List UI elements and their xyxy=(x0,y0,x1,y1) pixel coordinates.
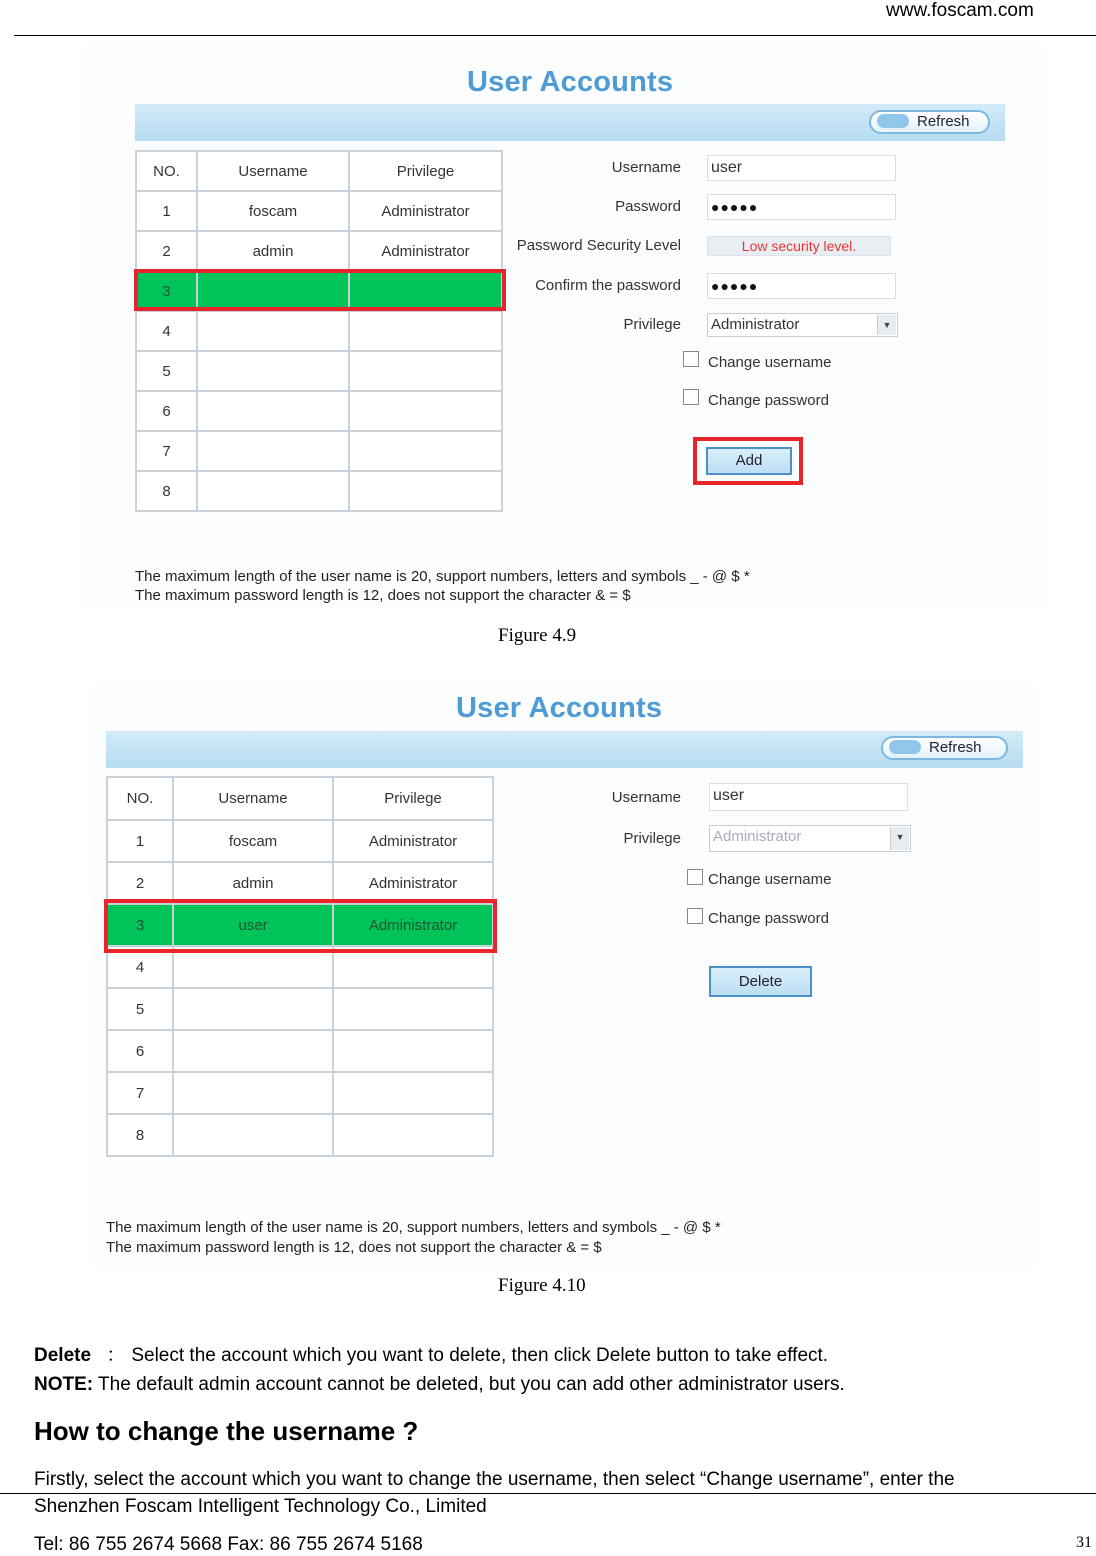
header-divider xyxy=(14,35,1096,36)
row-no: 2 xyxy=(107,862,173,904)
delete-separator: ： xyxy=(106,1345,126,1366)
footer-contact: Tel: 86 755 2674 5668 Fax: 86 755 2674 5168 xyxy=(34,1534,423,1555)
refresh-label: Refresh xyxy=(917,113,970,130)
page-title: User Accounts xyxy=(467,66,674,98)
privilege-select-value: Administrator xyxy=(713,828,802,845)
change-password-label: Change password xyxy=(708,910,829,927)
row-no: 2 xyxy=(136,231,197,271)
row-no: 7 xyxy=(107,1072,173,1114)
column-header-username: Username xyxy=(173,777,333,820)
column-header-privilege: Privilege xyxy=(349,151,502,191)
row-no: 3 xyxy=(136,271,197,311)
column-header-privilege: Privilege xyxy=(333,777,493,820)
privilege-select[interactable] xyxy=(709,825,911,852)
row-username xyxy=(173,1114,333,1156)
row-privilege xyxy=(349,311,502,351)
row-privilege: Administrator xyxy=(349,191,502,231)
change-password-checkbox[interactable] xyxy=(683,389,699,405)
row-username: user xyxy=(173,904,333,946)
page-title: User Accounts xyxy=(456,692,663,724)
chevron-down-icon: ▼ xyxy=(890,827,909,850)
user-table xyxy=(106,776,494,1157)
row-privilege: Administrator xyxy=(333,820,493,862)
row-no: 5 xyxy=(107,988,173,1030)
selection-highlight xyxy=(134,269,506,311)
table-row[interactable] xyxy=(136,471,502,511)
row-privilege xyxy=(349,351,502,391)
privilege-select-value: Administrator xyxy=(711,316,800,333)
change-username-checkbox[interactable] xyxy=(683,351,699,367)
column-header-no: NO. xyxy=(107,777,173,820)
row-username: foscam xyxy=(197,191,349,231)
confirm-password-input[interactable]: ●●●●● xyxy=(707,273,896,299)
footer-company: Shenzhen Foscam Intelligent Technology Co., Limited xyxy=(34,1496,487,1517)
table-row[interactable] xyxy=(136,391,502,431)
change-password-label: Change password xyxy=(708,392,829,409)
selection-highlight xyxy=(104,899,497,953)
row-privilege xyxy=(333,1072,493,1114)
change-username-label: Change username xyxy=(708,871,832,888)
table-row[interactable] xyxy=(136,191,502,231)
figure-4-10 xyxy=(92,686,1036,1266)
table-row[interactable] xyxy=(136,431,502,471)
row-username xyxy=(173,1072,333,1114)
row-no: 1 xyxy=(107,820,173,862)
refresh-icon xyxy=(889,740,921,754)
row-no: 3 xyxy=(107,904,173,946)
table-row[interactable] xyxy=(136,231,502,271)
row-no: 6 xyxy=(136,391,197,431)
column-header-username: Username xyxy=(197,151,349,191)
row-privilege: Administrator xyxy=(333,904,493,946)
privilege-select[interactable] xyxy=(707,313,898,337)
refresh-label: Refresh xyxy=(929,739,982,756)
row-no: 6 xyxy=(107,1030,173,1072)
page-number: 31 xyxy=(1076,1534,1092,1551)
toolbar xyxy=(135,104,1005,141)
delete-text: Select the account which you want to delete, then click Delete button to take effect. xyxy=(131,1345,829,1366)
row-privilege xyxy=(349,391,502,431)
row-username xyxy=(197,431,349,471)
note-line-1: The maximum length of the user name is 20, support numbers, letters and symbols _ - @ $ * xyxy=(106,1219,721,1236)
row-username xyxy=(197,471,349,511)
confirm-password-label: Confirm the password xyxy=(535,277,681,294)
privilege-label: Privilege xyxy=(623,830,681,847)
table-row[interactable] xyxy=(107,1030,493,1072)
row-privilege xyxy=(333,1114,493,1156)
password-label: Password xyxy=(615,198,681,215)
row-privilege: Administrator xyxy=(349,231,502,271)
note-line-2: The maximum password length is 12, does not support the character & = $ xyxy=(106,1239,602,1256)
row-no: 8 xyxy=(136,471,197,511)
row-username: admin xyxy=(173,862,333,904)
refresh-button[interactable] xyxy=(869,110,990,134)
table-row[interactable] xyxy=(136,311,502,351)
toolbar xyxy=(106,731,1023,768)
row-username: admin xyxy=(197,231,349,271)
note-line-1: The maximum length of the user name is 20, support numbers, letters and symbols _ - @ $ * xyxy=(135,568,750,585)
table-row[interactable] xyxy=(107,862,493,904)
note-paragraph xyxy=(34,1374,845,1396)
instruction-paragraph: Firstly, select the account which you want to change the username, then select “Change username”, enter the xyxy=(34,1469,955,1490)
table-row[interactable] xyxy=(107,1114,493,1156)
figure-caption: Figure 4.10 xyxy=(498,1275,586,1296)
delete-button[interactable]: Delete xyxy=(709,966,812,997)
username-label: Username xyxy=(611,789,681,806)
table-row[interactable] xyxy=(107,1072,493,1114)
row-username xyxy=(173,1030,333,1072)
row-privilege xyxy=(333,1030,493,1072)
username-input[interactable]: user xyxy=(707,155,896,181)
row-no: 8 xyxy=(107,1114,173,1156)
add-button[interactable]: Add xyxy=(706,447,792,475)
password-input[interactable]: ●●●●● xyxy=(707,194,896,220)
row-username xyxy=(197,311,349,351)
row-no: 5 xyxy=(136,351,197,391)
row-username xyxy=(197,391,349,431)
delete-description xyxy=(34,1340,828,1367)
user-table xyxy=(135,150,503,512)
username-input[interactable]: user xyxy=(709,783,908,811)
row-no: 1 xyxy=(136,191,197,231)
figure-4-9 xyxy=(86,44,1043,609)
table-row[interactable] xyxy=(107,820,493,862)
row-privilege xyxy=(349,431,502,471)
note-term: NOTE: xyxy=(34,1374,94,1395)
row-username xyxy=(173,988,333,1030)
change-username-label: Change username xyxy=(708,354,832,371)
refresh-button[interactable] xyxy=(881,736,1008,760)
change-username-checkbox[interactable] xyxy=(687,869,703,885)
username-label: Username xyxy=(611,159,681,176)
table-row[interactable] xyxy=(107,988,493,1030)
row-no: 7 xyxy=(136,431,197,471)
column-header-no: NO. xyxy=(136,151,197,191)
row-privilege xyxy=(349,471,502,511)
refresh-icon xyxy=(877,114,909,128)
figure-caption: Figure 4.9 xyxy=(498,625,577,646)
footer-divider xyxy=(0,1493,1096,1494)
section-heading: How to change the username ? xyxy=(34,1416,419,1446)
change-password-checkbox[interactable] xyxy=(687,908,703,924)
table-row[interactable] xyxy=(136,351,502,391)
note-text: The default admin account cannot be deleted, but you can add other administrator users. xyxy=(93,1374,845,1395)
row-no: 4 xyxy=(107,946,173,988)
row-no: 4 xyxy=(136,311,197,351)
security-level-indicator: Low security level. xyxy=(707,236,891,256)
delete-term: Delete xyxy=(34,1345,92,1366)
row-privilege: Administrator xyxy=(333,862,493,904)
row-username xyxy=(197,351,349,391)
row-username: foscam xyxy=(173,820,333,862)
chevron-down-icon: ▼ xyxy=(877,315,896,335)
row-privilege xyxy=(333,988,493,1030)
security-level-label: Password Security Level xyxy=(516,237,681,254)
privilege-label: Privilege xyxy=(623,316,681,333)
header-url[interactable]: www.foscam.com xyxy=(886,0,1034,21)
note-line-2: The maximum password length is 12, does not support the character & = $ xyxy=(135,587,631,604)
